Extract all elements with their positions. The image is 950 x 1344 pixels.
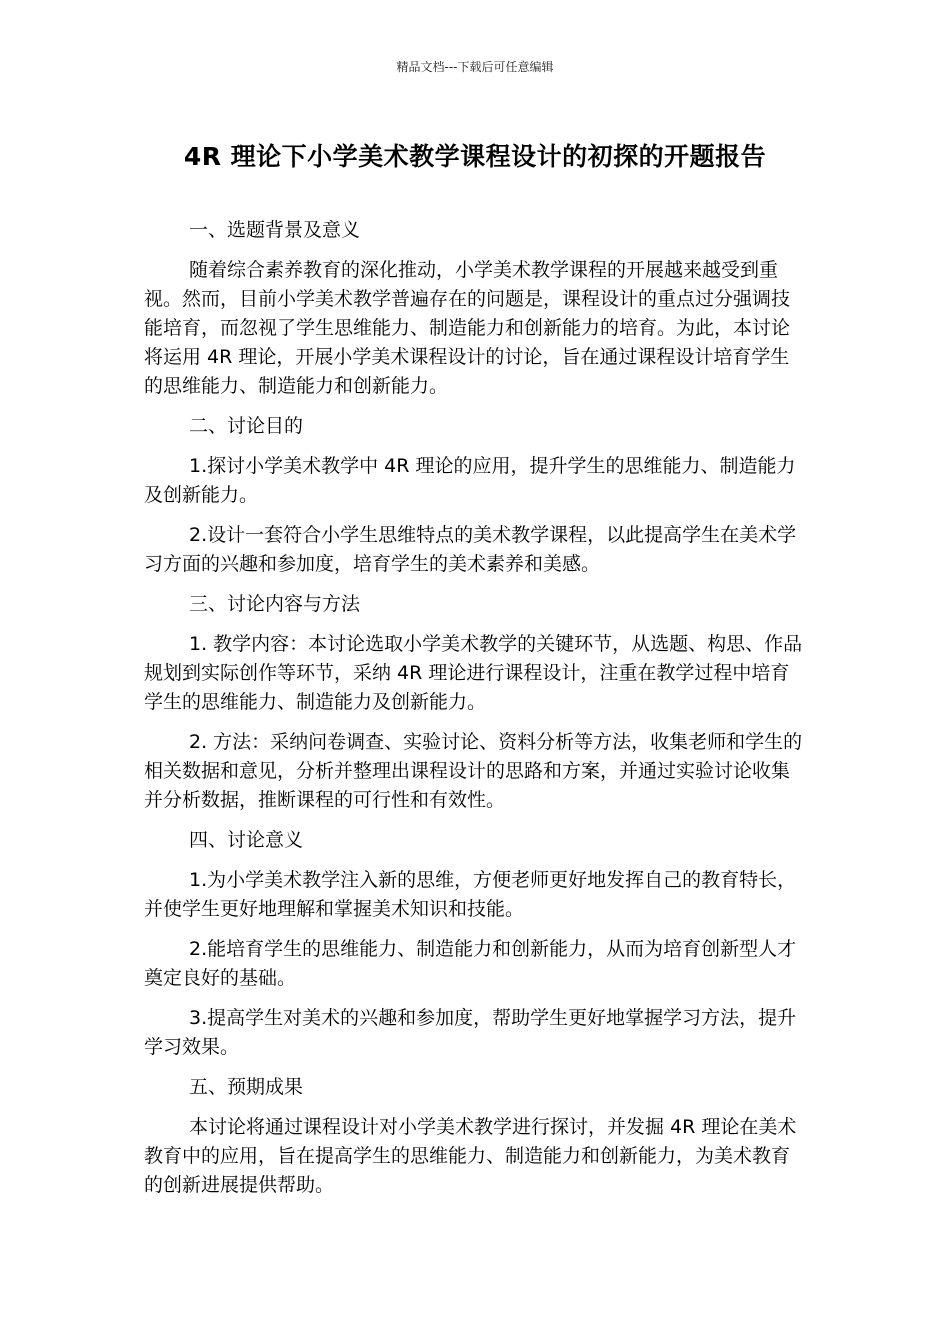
document-title: 4R 理论下小学美术教学课程设计的初探的开题报告: [183, 142, 767, 171]
paragraph-background: 随着综合素养教育的深化推动，小学美术教学课程的开展越来越受到重视。然而，目前小学美术教学普遍存在的问题是，课程设计的重点过分强调技能培育，而忽视了学生思维能力、制造能力和创新能力的培育。为此，本讨论将运用 4R 理论，开展小学美术课程设计的讨论，旨在通过课程设计培育学生的思维能力、制造能力和创新能力。: [144, 259, 791, 397]
header-note: 精品文档---下载后可任意编辑: [396, 60, 554, 74]
paragraph-significance-1: 1.为小学美术教学注入新的思维，方便老师更好地发挥自己的教育特长，并使学生更好地理解和掌握美术知识和技能。: [144, 869, 797, 920]
document-body: [144, 216, 808, 1211]
paragraph-purpose-2: 2.设计一套符合小学生思维特点的美术教学课程，以此提高学生在美术学习方面的兴趣和参加度，培育学生的美术素养和美感。: [144, 524, 797, 575]
paragraph-content: 1. 教学内容：本讨论选取小学美术教学的关键环节，从选题、构思、作品规划到实际创作等环节，采纳 4R 理论进行课程设计，注重在教学过程中培育学生的思维能力、制造能力及创新能力。: [144, 633, 803, 713]
section-heading-expected-results: 五、预期成果: [189, 1076, 304, 1098]
section-heading-content-method: 三、讨论内容与方法: [189, 593, 361, 615]
paragraph-purpose-1: 1.探讨小学美术教学中 4R 理论的应用，提升学生的思维能力、制造能力及创新能力。: [144, 455, 796, 506]
section-heading-background: 一、选题背景及意义: [189, 219, 361, 241]
paragraph-significance-3: 3.提高学生对美术的兴趣和参加度，帮助学生更好地掌握学习方法，提升学习效果。: [144, 1007, 797, 1058]
paragraph-method: 2. 方法：采纳问卷调查、实验讨论、资料分析等方法，收集老师和学生的相关数据和意见，分析并整理出课程设计的思路和方案，并通过实验讨论收集并分析数据，推断课程的可行性和有效性。: [144, 731, 803, 811]
section-heading-significance: 四、讨论意义: [189, 829, 304, 851]
section-heading-purpose: 二、讨论目的: [189, 415, 304, 437]
paragraph-expected-results: 本讨论将通过课程设计对小学美术教学进行探讨，并发掘 4R 理论在美术教育中的应用，旨在提高学生的思维能力、制造能力和创新能力，为美术教育的创新进展提供帮助。: [144, 1116, 797, 1196]
paragraph-significance-2: 2.能培育学生的思维能力、制造能力和创新能力，从而为培育创新型人才奠定良好的基础。: [144, 938, 797, 989]
